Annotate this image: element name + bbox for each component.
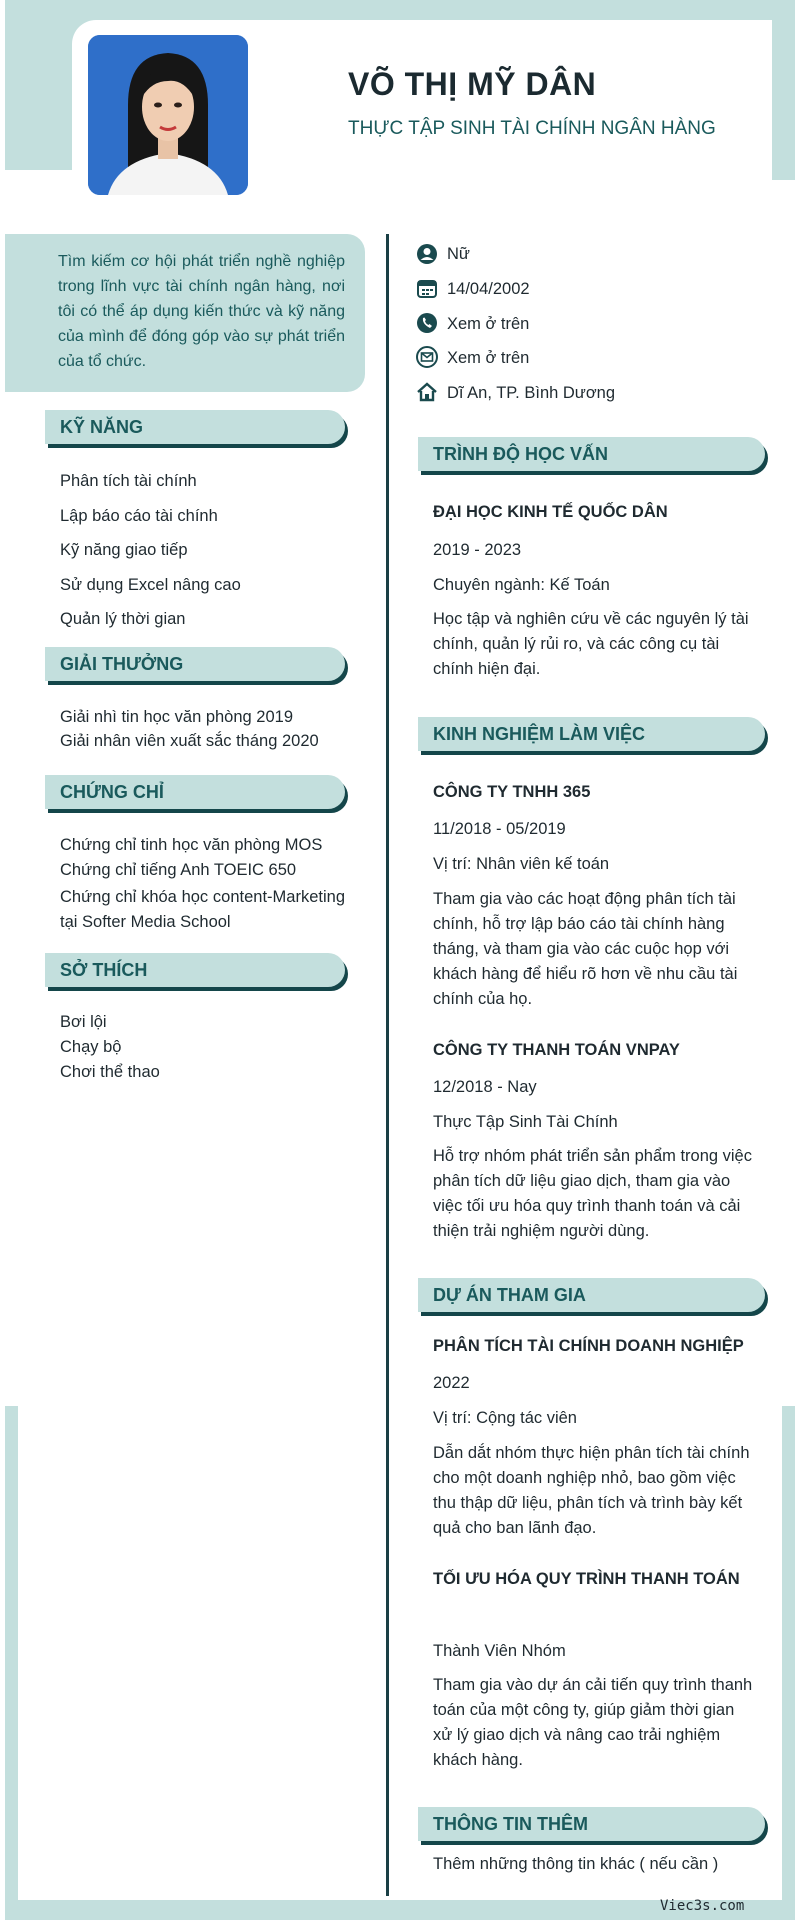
bottom-frame (5, 1406, 18, 1920)
job-position: Thực Tập Sinh Tài Chính (433, 1113, 618, 1131)
header-notch (770, 180, 800, 210)
education-heading: TRÌNH ĐỘ HỌC VẤN (418, 437, 765, 471)
certificate-item: Chứng chỉ tinh học văn phòng MOS (60, 836, 323, 854)
email-icon (416, 346, 438, 368)
birthday-value: 14/04/2002 (447, 280, 530, 298)
home-icon (416, 381, 438, 403)
gender-value: Nữ (447, 245, 470, 263)
phone-icon (416, 312, 438, 334)
hobbies-heading: SỞ THÍCH (45, 953, 345, 987)
job-description: Hỗ trợ nhóm phát triển sản phẩm trong việc phân tích dữ liệu giao dịch, tham gia vào việc tối ưu hóa quy trình thanh toán và cải thiện trải nghiệm người dùng. (433, 1147, 752, 1240)
job-description: Tham gia vào các hoạt động phân tích tài chính, hỗ trợ lập báo cáo tài chính hàng tháng, và tham gia vào các cuộc họp với khách hàng để hiểu rõ hơn về nhu cầu tài chính của họ. (433, 890, 738, 1008)
objective-text: Tìm kiếm cơ hội phát triển nghề nghiệp trong lĩnh vực tài chính ngân hàng, nơi tôi có thể áp dụng kiến thức và kỹ năng của mình để đóng góp vào sự phát triển của tổ chức. (58, 253, 345, 370)
address-value: Dĩ An, TP. Bình Dương (447, 384, 616, 402)
column-divider (386, 1406, 389, 1896)
education-description: Học tập và nghiên cứu về các nguyên lý tài chính, quản lý rủi ro, và các công cụ tài chính hiện đại. (433, 610, 749, 678)
certificate-item: Chứng chỉ tiếng Anh TOEIC 650 (60, 861, 297, 879)
user-icon (416, 243, 438, 265)
candidate-name: VÕ THỊ MỸ DÂN (348, 66, 597, 102)
certificate-item: Chứng chỉ khóa học content-Marketing tại Softer Media School (60, 888, 345, 931)
footer-watermark[interactable]: Viec3s.com (660, 1898, 745, 1914)
award-item: Giải nhì tin học văn phòng 2019 (60, 708, 294, 726)
bottom-frame (782, 1406, 795, 1920)
skill-item: Kỹ năng giao tiếp (60, 541, 188, 559)
project-year: 2022 (433, 1374, 470, 1392)
header-notch (5, 170, 75, 210)
hobby-item: Bơi lội (60, 1013, 107, 1031)
job-company: CÔNG TY THANH TOÁN VNPAY (433, 1041, 680, 1059)
award-item: Giải nhân viên xuất sắc tháng 2020 (60, 732, 319, 750)
candidate-title: THỰC TẬP SINH TÀI CHÍNH NGÂN HÀNG (348, 118, 716, 139)
certificates-heading: CHỨNG CHỈ (45, 775, 345, 809)
profile-photo (88, 35, 248, 195)
project-name: PHÂN TÍCH TÀI CHÍNH DOANH NGHIỆP (433, 1337, 744, 1355)
hobby-item: Chơi thể thao (60, 1063, 160, 1081)
phone-value: Xem ở trên (447, 315, 530, 333)
extra-heading: THÔNG TIN THÊM (418, 1807, 765, 1841)
awards-heading: GIẢI THƯỞNG (45, 647, 345, 681)
project-role: Thành Viên Nhóm (433, 1642, 566, 1660)
school-name: ĐẠI HỌC KINH TẾ QUỐC DÂN (433, 503, 668, 521)
project-name: TỐI ƯU HÓA QUY TRÌNH THANH TOÁN (433, 1570, 740, 1588)
job-position: Vị trí: Nhân viên kế toán (433, 855, 610, 873)
job-period: 12/2018 - Nay (433, 1078, 537, 1096)
skill-item: Sử dụng Excel nâng cao (60, 576, 241, 594)
skills-heading: KỸ NĂNG (45, 410, 345, 444)
skill-item: Phân tích tài chính (60, 472, 197, 490)
skill-item: Quản lý thời gian (60, 610, 186, 628)
project-description: Dẫn dắt nhóm thực hiện phân tích tài chính cho một doanh nghiệp nhỏ, bao gồm việc thu thập dữ liệu, phân tích và trình bày kết quả cho ban lãnh đạo. (433, 1444, 750, 1537)
email-value: Xem ở trên (447, 349, 530, 367)
projects-heading: DỰ ÁN THAM GIA (418, 1278, 765, 1312)
job-period: 11/2018 - 05/2019 (433, 820, 566, 838)
job-company: CÔNG TY TNHH 365 (433, 783, 591, 801)
project-description: Tham gia vào dự án cải tiến quy trình thanh toán của một công ty, giúp giảm thời gian xử lý giao dịch và nâng cao trải nghiệm khách hàng. (433, 1676, 753, 1769)
education-period: 2019 - 2023 (433, 541, 522, 559)
education-major: Chuyên ngành: Kế Toán (433, 576, 610, 594)
skill-item: Lập báo cáo tài chính (60, 507, 218, 525)
hobby-item: Chạy bộ (60, 1038, 122, 1056)
calendar-icon (416, 277, 438, 299)
experience-heading: KINH NGHIỆM LÀM VIỆC (418, 717, 765, 751)
extra-text: Thêm những thông tin khác ( nếu cần ) (433, 1855, 719, 1873)
project-role: Vị trí: Cộng tác viên (433, 1409, 577, 1427)
